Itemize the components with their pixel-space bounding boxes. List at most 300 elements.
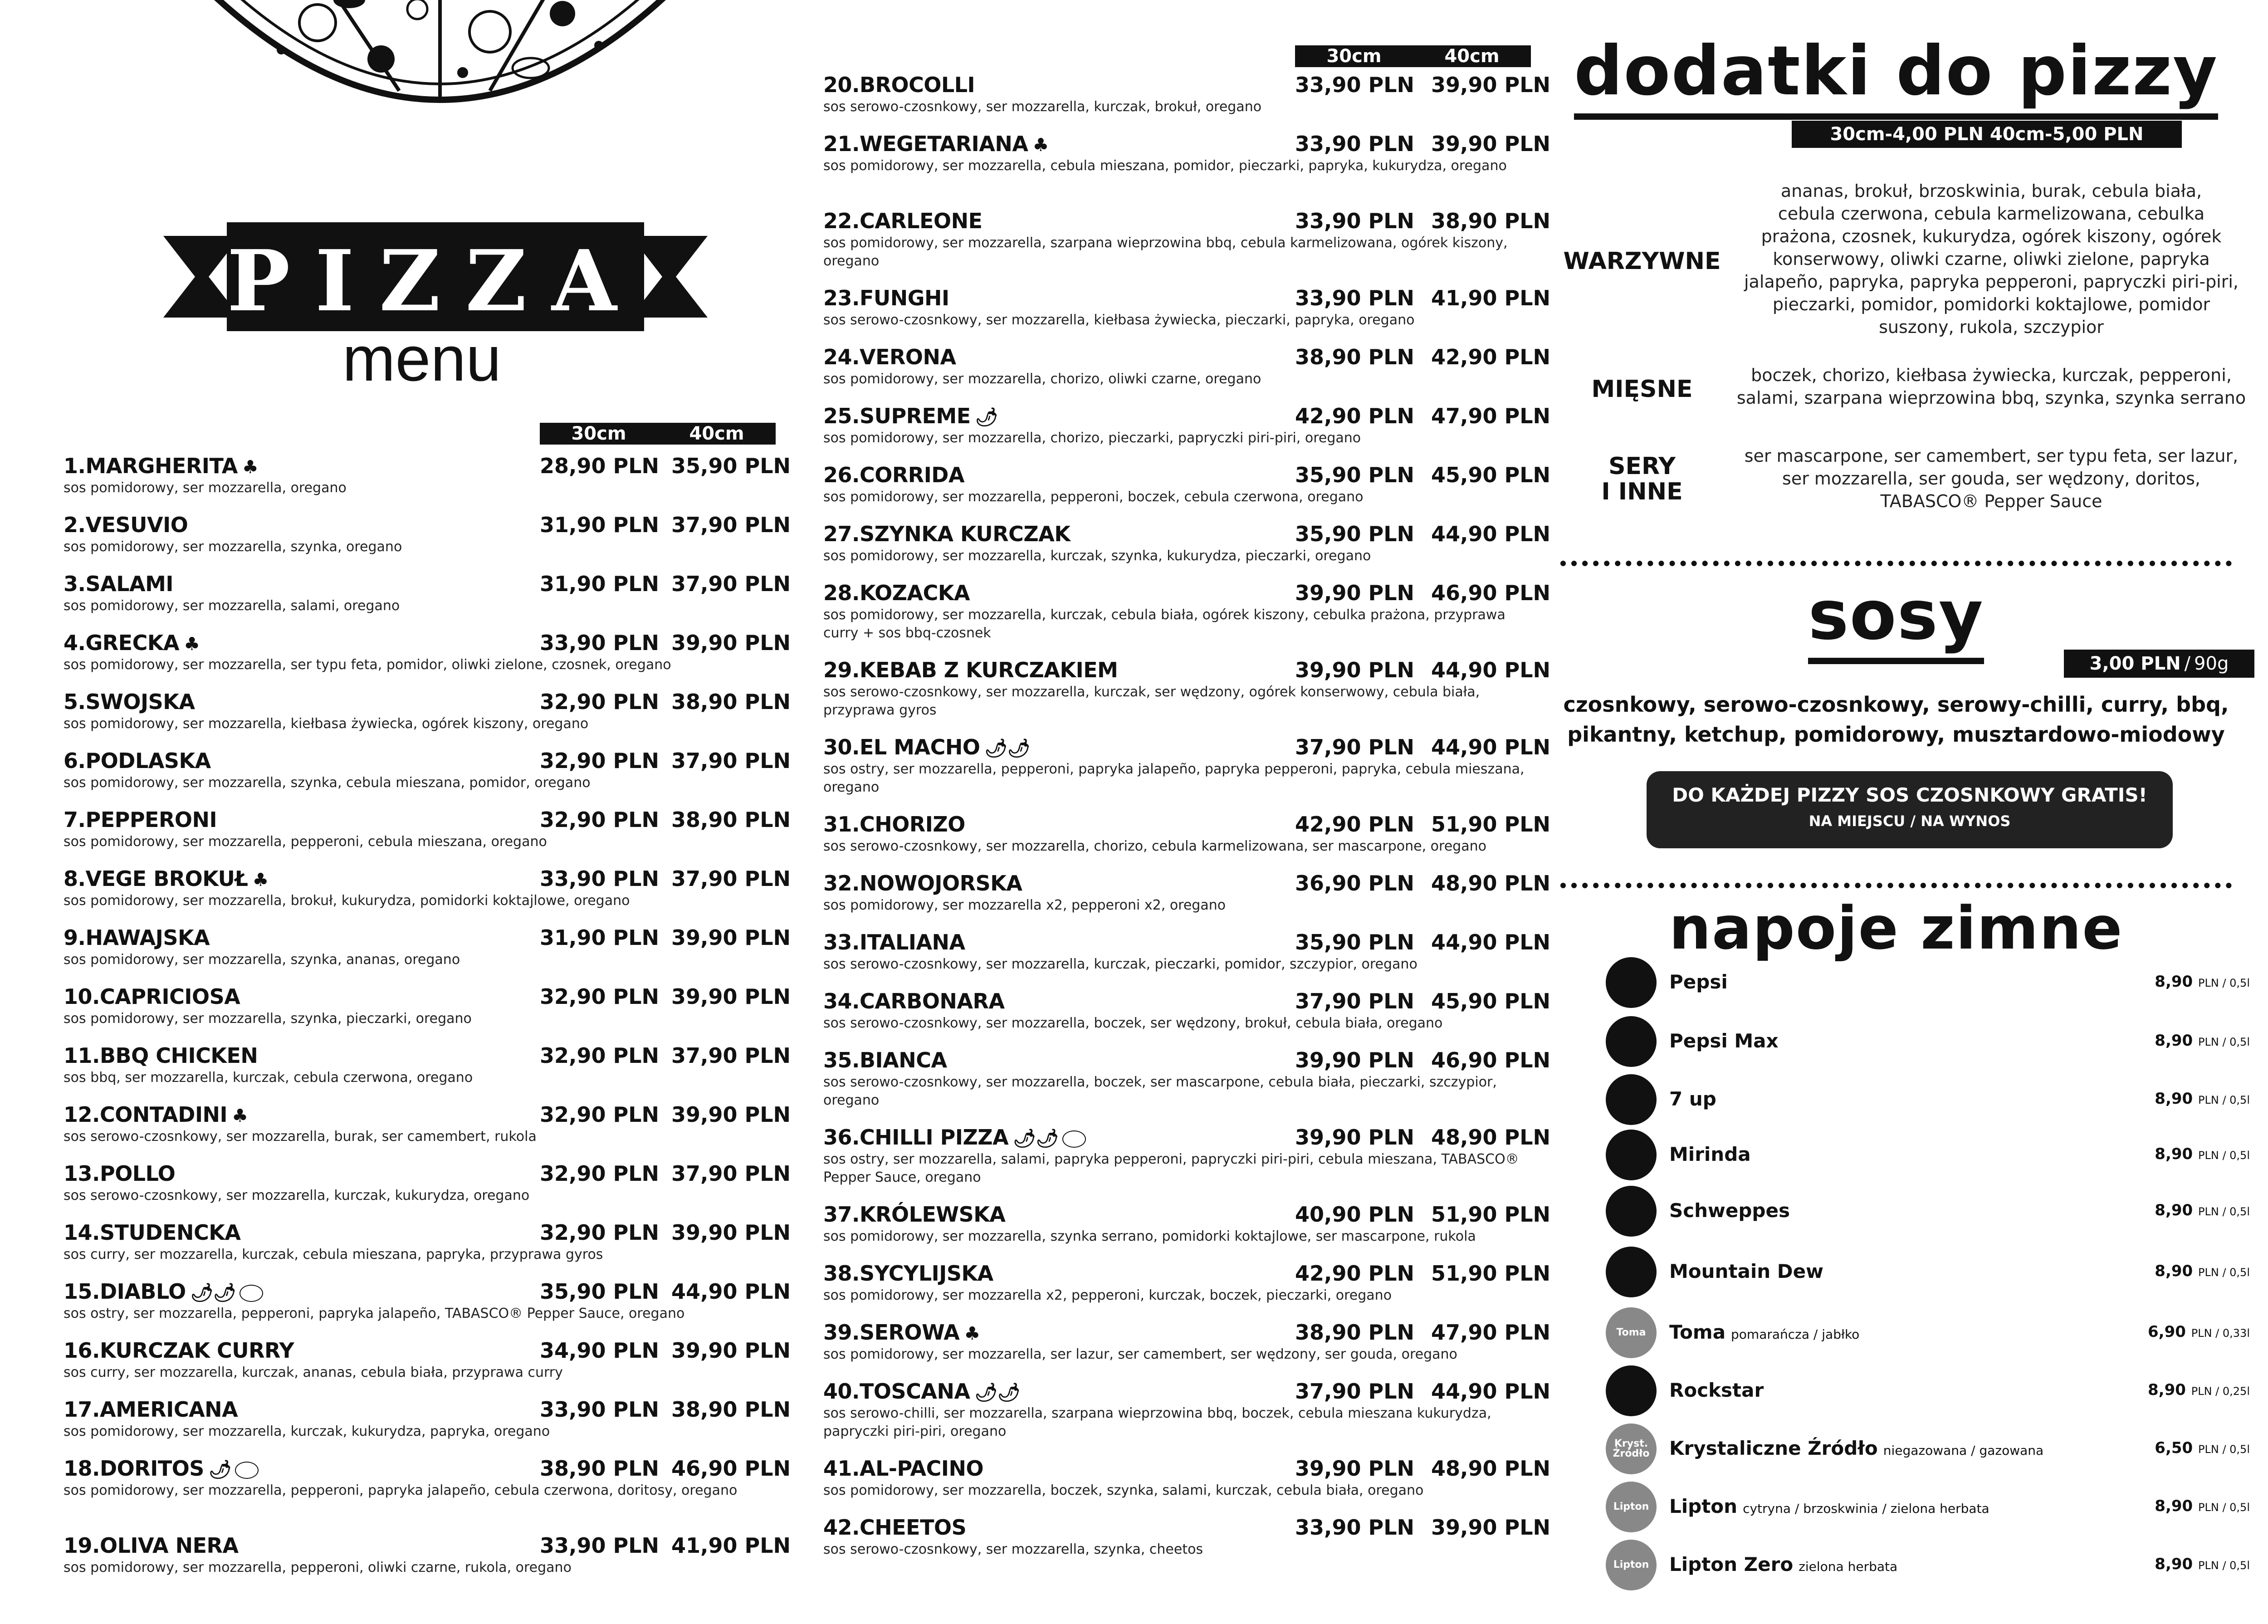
price-30cm: 38,90 PLN	[1295, 1320, 1415, 1345]
pizza-ingredients: sos pomidorowy, ser mozzarella, boczek, szynka, salami, kurczak, cebula biała, oregano	[823, 1482, 1424, 1498]
pizza-name: 6.PODLASKA	[64, 748, 211, 773]
pizza-name: 32.NOWOJORSKA	[823, 871, 1022, 895]
price-40cm: 38,90 PLN	[671, 1397, 791, 1422]
pizza-item	[823, 345, 1551, 388]
price-30cm: 40,90 PLN	[1295, 1202, 1415, 1227]
sauces-title: sosy	[1560, 576, 2232, 655]
price-40cm: 48,90 PLN	[1431, 871, 1551, 895]
broccoli-icon: ♣	[964, 1323, 980, 1344]
price-30cm: 42,90 PLN	[1295, 812, 1415, 836]
schweppes-logo-icon	[1606, 1186, 1657, 1237]
price-30cm: 39,90 PLN	[1295, 1456, 1415, 1481]
pizza-name: 19.OLIVA NERA	[64, 1533, 239, 1558]
lipton-logo-icon: Lipton	[1606, 1540, 1657, 1590]
pizza-name: 16.KURCZAK CURRY	[64, 1338, 294, 1363]
pizza-ingredients: sos ostry, ser mozzarella, pepperoni, papryka jalapeño, TABASCO® Pepper Sauce, oregano	[64, 1306, 685, 1321]
addon-category-meat: boczek, chorizo, kiełbasa żywiecka, kurczak, pepperoni, salami, szarpana wieprzowina bbq, szynka, szynka serrano	[1736, 365, 2246, 408]
pizza-name: 24.VERONA	[823, 345, 956, 369]
pizza-ingredients: sos pomidorowy, ser mozzarella, pepperoni, cebula mieszana, oregano	[64, 834, 547, 850]
drink-item	[1606, 1307, 2250, 1357]
addon-category-label: MIĘSNE	[1591, 376, 1693, 403]
price-30cm: 34,90 PLN	[540, 1338, 660, 1363]
drink-name: Krystaliczne Źródło niegazowana / gazowana	[1669, 1437, 2044, 1459]
drink-name: Lipton Zero zielona herbata	[1669, 1553, 1898, 1575]
pizza-ingredients: sos serowo-czosnkowy, ser mozzarella, kiełbasa żywiecka, pieczarki, papryka, oregano	[823, 312, 1415, 328]
drink-price: 8,90 PLN / 0,5l	[2155, 1262, 2250, 1280]
pizza-ingredients: sos curry, ser mozzarella, kurczak, cebula mieszana, papryka, przyprawa gyros	[64, 1247, 603, 1262]
pizza-item	[64, 513, 791, 556]
drink-item	[1606, 957, 2250, 1007]
pizza-ingredients: sos serowo-chilli, ser mozzarella, szarpana wieprzowina bbq, boczek, cebula mieszana kukurydza, papryczki piri-piri, oregano	[823, 1405, 1491, 1439]
pizza-name: 33.ITALIANA	[823, 930, 965, 954]
price-40cm: 47,90 PLN	[1431, 404, 1551, 428]
drink-item	[1606, 1540, 2250, 1590]
price-30cm: 39,90 PLN	[1295, 658, 1415, 682]
pizza-column-left	[64, 0, 791, 1624]
pizza-name: 2.VESUVIO	[64, 513, 188, 537]
drink-item	[1606, 1365, 2250, 1415]
pizza-name: 31.CHORIZO	[823, 812, 965, 836]
pizza-ingredients: sos pomidorowy, ser mozzarella, chorizo, oliwki czarne, oregano	[823, 371, 1261, 387]
drink-name: Mountain Dew	[1669, 1260, 1823, 1282]
pizza-item	[823, 132, 1551, 175]
pizza-item	[64, 1397, 791, 1441]
pizza-name: 12.CONTADINI ♣	[64, 1102, 248, 1127]
pizza-title: PIZZA	[227, 231, 642, 330]
section-divider	[1560, 883, 2232, 888]
free-sauce-note: DO KAŻDEJ PIZZY SOS CZOSNKOWY GRATIS! NA MIEJSCU / NA WYNOS	[1647, 771, 2173, 848]
price-40cm: 38,90 PLN	[671, 690, 791, 714]
pizza-name: 28.KOZACKA	[823, 581, 970, 605]
pizza-ingredients: sos pomidorowy, ser mozzarella, szynka, oregano	[64, 539, 402, 555]
pizza-item	[823, 1379, 1551, 1441]
price-40cm: 51,90 PLN	[1431, 1261, 1551, 1286]
pizza-item	[823, 286, 1551, 329]
section-divider	[1560, 561, 2232, 566]
pizza-name: 5.SWOJSKA	[64, 690, 195, 714]
price-30cm: 31,90 PLN	[540, 572, 660, 596]
pizza-illustration	[145, 0, 735, 118]
toma-logo-icon: Toma	[1606, 1307, 1657, 1358]
drink-variant: niegazowana / gazowana	[1883, 1443, 2044, 1458]
pizza-item	[64, 572, 791, 615]
chili-icon: 🌶	[208, 1459, 232, 1480]
pizza-item	[64, 866, 791, 910]
pizza-name: 9.HAWAJSKA	[64, 925, 210, 950]
drink-price: 8,90 PLN / 0,5l	[2155, 1555, 2250, 1573]
drink-name: Lipton cytryna / brzoskwinia / zielona herbata	[1669, 1495, 1989, 1517]
size-40-label: 40cm	[1444, 46, 1500, 67]
drink-name: Mirinda	[1669, 1143, 1751, 1165]
price-30cm: 32,90 PLN	[540, 1102, 660, 1127]
pizza-name: 42.CHEETOS	[823, 1515, 967, 1540]
price-30cm: 38,90 PLN	[540, 1456, 660, 1481]
pepsi-logo-icon	[1606, 1016, 1657, 1067]
price-40cm: 37,90 PLN	[671, 572, 791, 596]
price-40cm: 46,90 PLN	[1431, 1048, 1551, 1072]
pizza-name: 35.BIANCA	[823, 1048, 947, 1072]
pizza-ingredients: sos pomidorowy, ser mozzarella, brokuł, kukurydza, pomidorki koktajlowe, oregano	[64, 893, 630, 909]
price-30cm: 37,90 PLN	[1295, 989, 1415, 1013]
price-40cm: 44,90 PLN	[1431, 1379, 1551, 1404]
pizza-name: 8.VEGE BROKUŁ ♣	[64, 866, 269, 891]
price-40cm: 44,90 PLN	[1431, 930, 1551, 954]
size-header-left	[540, 423, 776, 445]
addons-price-bar: 30cm-4,00 PLN 40cm-5,00 PLN	[1792, 121, 2182, 148]
pizza-ingredients: sos serowo-czosnkowy, ser mozzarella, chorizo, cebula karmelizowana, ser mascarpone, oregano	[823, 838, 1486, 854]
pizza-name: 22.CARLEONE	[823, 209, 982, 233]
pizza-ingredients: sos ostry, ser mozzarella, salami, papryka pepperoni, papryczki piri-piri, cebula mieszana, TABASCO® Pepper Sauce, oregano	[823, 1151, 1519, 1185]
price-40cm: 38,90 PLN	[671, 807, 791, 832]
price-30cm: 33,90 PLN	[540, 1397, 660, 1422]
menu-subtitle: menu	[342, 323, 502, 394]
pizza-item	[64, 925, 791, 969]
size-header-right	[1295, 45, 1531, 67]
drink-price: 6,90 PLN / 0,33l	[2148, 1323, 2250, 1341]
addon-category-label: SERY I INNE	[1601, 453, 1683, 505]
pizza-ingredients: sos pomidorowy, ser mozzarella, ser typu feta, pomidor, oliwki zielone, czosnek, oregano	[64, 657, 671, 673]
tabasco-badge	[240, 1285, 263, 1302]
price-30cm: 33,90 PLN	[1295, 132, 1415, 156]
price-30cm: 39,90 PLN	[1295, 1125, 1415, 1150]
price-30cm: 28,90 PLN	[540, 454, 660, 478]
pizza-name: 18.DORITOS 🌶	[64, 1456, 780, 1481]
pizza-ingredients: sos pomidorowy, ser mozzarella x2, pepperoni, kurczak, boczek, pieczarki, oregano	[823, 1287, 1392, 1303]
drink-variant: zielona herbata	[1799, 1559, 1898, 1574]
price-40cm: 35,90 PLN	[671, 454, 791, 478]
sauces-list: czosnkowy, serowo-czosnkowy, serowy-chilli, curry, bbq, pikantny, ketchup, pomidorowy, musztardowo-miodowy	[1563, 692, 2229, 747]
kryst-r-d-o-logo-icon: Kryst. Źródło	[1606, 1423, 1657, 1474]
drink-name: Pepsi	[1669, 971, 1728, 993]
drink-price: 8,90 PLN / 0,5l	[2155, 1090, 2250, 1108]
price-40cm: 39,90 PLN	[1431, 132, 1551, 156]
price-40cm: 37,90 PLN	[671, 748, 791, 773]
pizza-ingredients: sos pomidorowy, ser mozzarella, kiełbasa żywiecka, ogórek kiszony, oregano	[64, 716, 589, 732]
price-40cm: 39,90 PLN	[671, 1102, 791, 1127]
pizza-item	[64, 1279, 791, 1323]
pizza-name: 38.SYCYLIJSKA	[823, 1261, 993, 1286]
drink-price: 6,50 PLN / 0,5l	[2155, 1439, 2250, 1457]
pizza-item	[823, 463, 1551, 506]
broccoli-icon: ♣	[1032, 135, 1049, 156]
pizza-name: 3.SALAMI	[64, 572, 174, 596]
price-30cm: 37,90 PLN	[1295, 735, 1415, 759]
pizza-ingredients: sos pomidorowy, ser mozzarella, szynka, pieczarki, oregano	[64, 1011, 472, 1027]
drink-name: Rockstar	[1669, 1379, 1764, 1401]
pizza-ingredients: sos pomidorowy, ser mozzarella, ser lazur, ser camembert, ser wędzony, ser gouda, oregano	[823, 1346, 1457, 1362]
drink-price: 8,90 PLN / 0,5l	[2155, 1032, 2250, 1050]
price-30cm: 42,90 PLN	[1295, 404, 1415, 428]
size-30-label: 30cm	[571, 423, 626, 444]
price-30cm: 39,90 PLN	[1295, 1048, 1415, 1072]
pizza-item	[64, 690, 791, 733]
drink-item	[1606, 1016, 2250, 1066]
pizza-ingredients: sos pomidorowy, ser mozzarella x2, pepperoni x2, oregano	[823, 897, 1226, 913]
pizza-item	[823, 1456, 1551, 1500]
pizza-name: 10.CAPRICIOSA	[64, 984, 240, 1009]
pizza-name: 23.FUNGHI	[823, 286, 949, 310]
price-40cm: 51,90 PLN	[1431, 812, 1551, 836]
price-40cm: 42,90 PLN	[1431, 345, 1551, 369]
price-40cm: 48,90 PLN	[1431, 1125, 1551, 1150]
pizza-ingredients: sos pomidorowy, ser mozzarella, kurczak, cebula biała, ogórek kiszony, cebulka prażona, przyprawa curry + sos bbq-czosnek	[823, 607, 1505, 641]
price-40cm: 37,90 PLN	[671, 513, 791, 537]
drink-item	[1606, 1130, 2250, 1179]
price-40cm: 41,90 PLN	[671, 1533, 791, 1558]
pizza-name: 20.BROCOLLI	[823, 73, 975, 97]
pizza-ingredients: sos pomidorowy, ser mozzarella, oregano	[64, 480, 347, 496]
double-chili-icon: 🌶🌶	[190, 1282, 236, 1303]
pizza-name: 1.MARGHERITA ♣	[64, 454, 259, 478]
pizza-ingredients: sos pomidorowy, ser mozzarella, szarpana wieprzowina bbq, cebula karmelizowana, ogórek kiszony, oregano	[823, 235, 1508, 269]
pizza-item	[823, 73, 1551, 116]
pizza-ingredients: sos pomidorowy, ser mozzarella, szynka serrano, pomidorki koktajlowe, ser mascarpone, rukola	[823, 1228, 1476, 1244]
pizza-item	[823, 404, 1551, 447]
price-30cm: 33,90 PLN	[540, 631, 660, 655]
pizza-item	[823, 1320, 1551, 1364]
pizza-item	[64, 1161, 791, 1205]
pepsi-logo-icon	[1606, 957, 1657, 1008]
price-40cm: 39,90 PLN	[671, 1220, 791, 1245]
price-30cm: 32,90 PLN	[540, 690, 660, 714]
pizza-item	[64, 1220, 791, 1264]
price-40cm: 44,90 PLN	[1431, 658, 1551, 682]
7up-logo-icon	[1606, 1074, 1657, 1125]
dew-logo-icon	[1606, 1247, 1657, 1297]
drink-price: 8,90 PLN / 0,5l	[2155, 973, 2250, 991]
pizza-ingredients: sos serowo-czosnkowy, ser mozzarella, burak, ser camembert, rukola	[64, 1129, 537, 1145]
price-40cm: 45,90 PLN	[1431, 989, 1551, 1013]
price-30cm: 39,90 PLN	[1295, 581, 1415, 605]
pizza-item	[64, 1456, 791, 1500]
pizza-ingredients: sos pomidorowy, ser mozzarella, pepperoni, boczek, cebula czerwona, oregano	[823, 489, 1364, 505]
drink-price: 8,90 PLN / 0,25l	[2148, 1381, 2250, 1399]
drink-item	[1606, 1186, 2250, 1236]
mirinda-logo-icon	[1606, 1130, 1657, 1180]
broccoli-icon: ♣	[232, 1105, 248, 1126]
price-40cm: 45,90 PLN	[1431, 463, 1551, 487]
pizza-name: 36.CHILLI PIZZA 🌶🌶	[823, 1125, 1535, 1150]
pizza-ingredients: sos serowo-czosnkowy, ser mozzarella, kurczak, pieczarki, pomidor, szczypior, oregano	[823, 956, 1418, 972]
addon-category-label: WARZYWNE	[1563, 248, 1721, 275]
addon-category-vegetables: ananas, brokuł, brzoskwinia, burak, cebula biała, cebula czerwona, cebula karmelizowana, cebulka prażona, czosnek, kukurydza, ogórek kiszony, ogórek konserwowy, oliwki czarne, oliwki zielone, papryka jalapeño, papryka, papryka pepperoni, papryczki piri-piri, pieczarki, pomidor, pomidorki koktajlowe, pomidor suszony, rukola, szczypior	[1744, 181, 2239, 337]
pizza-item	[64, 454, 791, 497]
price-30cm: 42,90 PLN	[1295, 1261, 1415, 1286]
drink-item	[1606, 1247, 2250, 1296]
pizza-item	[823, 1202, 1551, 1246]
pizza-name: 39.SEROWA ♣	[823, 1320, 980, 1345]
price-40cm: 44,90 PLN	[1431, 522, 1551, 546]
price-40cm: 39,90 PLN	[1431, 1515, 1551, 1540]
drink-item	[1606, 1423, 2250, 1473]
pizza-ingredients: sos ostry, ser mozzarella, pepperoni, papryka jalapeño, papryka pepperoni, papryka, cebula mieszana, oregano	[823, 761, 1525, 795]
drink-variant: pomarańcza / jabłko	[1731, 1327, 1860, 1342]
price-30cm: 35,90 PLN	[1295, 463, 1415, 487]
pizza-name: 26.CORRIDA	[823, 463, 965, 487]
pizza-ingredients: sos serowo-czosnkowy, ser mozzarella, boczek, ser mascarpone, cebula biała, pieczarki, szczypior, oregano	[823, 1074, 1497, 1108]
drink-price: 8,90 PLN / 0,5l	[2155, 1201, 2250, 1219]
price-30cm: 33,90 PLN	[540, 1533, 660, 1558]
pizza-name: 34.CARBONARA	[823, 989, 1005, 1013]
doritos-badge	[235, 1462, 259, 1479]
price-30cm: 35,90 PLN	[1295, 522, 1415, 546]
pizza-item	[823, 581, 1551, 642]
pizza-ingredients: sos serowo-czosnkowy, ser mozzarella, kurczak, brokuł, oregano	[823, 99, 1262, 115]
price-30cm: 32,90 PLN	[540, 748, 660, 773]
pizza-item	[64, 1533, 791, 1577]
pizza-item	[823, 1048, 1551, 1110]
price-40cm: 51,90 PLN	[1431, 1202, 1551, 1227]
pizza-name: 27.SZYNKA KURCZAK	[823, 522, 1070, 546]
addon-category-cheese: ser mascarpone, ser camembert, ser typu feta, ser lazur, ser mozzarella, ser gouda, ser wędzony, doritos, TABASCO® Pepper Sauce	[1744, 446, 2239, 511]
pizza-item	[64, 1338, 791, 1382]
pizza-ingredients: sos pomidorowy, ser mozzarella, salami, oregano	[64, 598, 400, 614]
size-40-label: 40cm	[689, 423, 744, 444]
pizza-name: 7.PEPPERONI	[64, 807, 217, 832]
pizza-item	[823, 1125, 1551, 1187]
price-40cm: 48,90 PLN	[1431, 1456, 1551, 1481]
price-40cm: 41,90 PLN	[1431, 286, 1551, 310]
price-30cm: 37,90 PLN	[1295, 1379, 1415, 1404]
pizza-name: 41.AL-PACINO	[823, 1456, 984, 1481]
broccoli-icon: ♣	[184, 634, 200, 655]
pizza-item	[823, 1515, 1551, 1559]
pizza-ingredients: sos serowo-czosnkowy, ser mozzarella, boczek, ser wędzony, brokuł, cebula biała, oregano	[823, 1015, 1443, 1031]
double-chili-icon: 🌶🌶	[974, 1382, 1021, 1403]
price-40cm: 38,90 PLN	[1431, 209, 1551, 233]
pizza-name: 17.AMERICANA	[64, 1397, 238, 1422]
pizza-item	[823, 209, 1551, 270]
double-chili-icon: 🌶🌶	[1013, 1128, 1059, 1149]
price-30cm: 31,90 PLN	[540, 925, 660, 950]
sauces-price: 3,00 PLN / 90g	[2064, 650, 2254, 678]
pizza-ingredients: sos pomidorowy, ser mozzarella, szynka, ananas, oregano	[64, 952, 460, 968]
lipton-logo-icon: Lipton	[1606, 1482, 1657, 1532]
price-30cm: 36,90 PLN	[1295, 871, 1415, 895]
pizza-ingredients: sos serowo-czosnkowy, ser mozzarella, kurczak, kukurydza, oregano	[64, 1188, 530, 1203]
size-30-label: 30cm	[1326, 46, 1382, 67]
pizza-ingredients: sos pomidorowy, ser mozzarella, szynka, cebula mieszana, pomidor, oregano	[64, 775, 591, 791]
price-40cm: 37,90 PLN	[671, 1161, 791, 1186]
addons-column	[1560, 0, 2250, 1624]
pizza-item	[823, 930, 1551, 973]
price-40cm: 46,90 PLN	[671, 1456, 791, 1481]
price-40cm: 44,90 PLN	[1431, 735, 1551, 759]
pizza-ingredients: sos pomidorowy, ser mozzarella, chorizo, pieczarki, papryczki piri-piri, oregano	[823, 430, 1361, 446]
price-30cm: 33,90 PLN	[1295, 286, 1415, 310]
pizza-column-right	[823, 0, 1551, 1624]
pizza-name: 37.KRÓLEWSKA	[823, 1202, 1006, 1227]
price-40cm: 39,90 PLN	[671, 1338, 791, 1363]
drink-name: Schweppes	[1669, 1199, 1790, 1222]
drink-price: 8,90 PLN / 0,5l	[2155, 1145, 2250, 1163]
price-40cm: 39,90 PLN	[1431, 73, 1551, 97]
pizza-ingredients: sos curry, ser mozzarella, kurczak, ananas, cebula biała, przyprawa curry	[64, 1365, 563, 1380]
price-30cm: 33,90 PLN	[1295, 209, 1415, 233]
price-30cm: 35,90 PLN	[1295, 930, 1415, 954]
pizza-ingredients: sos pomidorowy, ser mozzarella, pepperoni, oliwki czarne, rukola, oregano	[64, 1560, 572, 1575]
pizza-item	[823, 989, 1551, 1032]
pizza-item	[64, 807, 791, 851]
pizza-item	[823, 522, 1551, 565]
pizza-name: 25.SUPREME 🌶	[823, 404, 998, 428]
price-30cm: 32,90 PLN	[540, 1161, 660, 1186]
pizza-ingredients: sos bbq, ser mozzarella, kurczak, cebula czerwona, oregano	[64, 1070, 473, 1086]
pizza-item	[64, 631, 791, 674]
pizza-item	[64, 1102, 791, 1146]
drink-item	[1606, 1074, 2250, 1124]
pizza-name: 21.WEGETARIANA ♣	[823, 132, 1049, 156]
pizza-item	[64, 984, 791, 1028]
broccoli-icon: ♣	[242, 457, 259, 478]
addons-title: dodatki do pizzy	[1560, 32, 2232, 111]
chili-icon: 🌶	[975, 407, 998, 428]
pizza-item	[823, 812, 1551, 856]
pizza-name: 11.BBQ CHICKEN	[64, 1043, 258, 1068]
rockstar-logo-icon	[1606, 1365, 1657, 1416]
pizza-ingredients: sos pomidorowy, ser mozzarella, kurczak, szynka, kukurydza, pieczarki, oregano	[823, 548, 1371, 564]
price-30cm: 38,90 PLN	[1295, 345, 1415, 369]
pizza-ingredients: sos pomidorowy, ser mozzarella, kurczak, kukurydza, papryka, oregano	[64, 1423, 550, 1439]
pizza-ingredients: sos serowo-czosnkowy, ser mozzarella, kurczak, ser wędzony, ogórek konserwowy, cebula biała, przyprawa gyros	[823, 684, 1480, 718]
drink-price: 8,90 PLN / 0,5l	[2155, 1497, 2250, 1515]
drink-item	[1606, 1482, 2250, 1531]
price-40cm: 39,90 PLN	[671, 925, 791, 950]
price-30cm: 35,90 PLN	[540, 1279, 660, 1304]
pizza-name: 30.EL MACHO 🌶🌶	[823, 735, 1031, 759]
drink-variant: cytryna / brzoskwinia / zielona herbata	[1743, 1501, 1989, 1516]
pizza-name: 14.STUDENCKA	[64, 1220, 241, 1245]
pizza-item	[823, 735, 1551, 797]
price-40cm: 39,90 PLN	[671, 984, 791, 1009]
price-30cm: 33,90 PLN	[1295, 1515, 1415, 1540]
price-30cm: 33,90 PLN	[540, 866, 660, 891]
pizza-item	[823, 1261, 1551, 1305]
double-chili-icon: 🌶🌶	[984, 738, 1031, 759]
drink-name: 7 up	[1669, 1088, 1716, 1110]
pizza-ingredients: sos pomidorowy, ser mozzarella, cebula mieszana, pomidor, pieczarki, papryka, kukurydza, oregano	[823, 158, 1507, 174]
pizza-ingredients: sos pomidorowy, ser mozzarella, pepperoni, papryka jalapeño, cebula czerwona, doritosy, oregano	[64, 1482, 738, 1498]
price-30cm: 32,90 PLN	[540, 807, 660, 832]
price-40cm: 46,90 PLN	[1431, 581, 1551, 605]
pizza-item	[64, 1043, 791, 1087]
pizza-name: 4.GRECKA ♣	[64, 631, 200, 655]
pizza-name: 40.TOSCANA 🌶🌶	[823, 1379, 1021, 1404]
price-30cm: 33,90 PLN	[1295, 73, 1415, 97]
price-30cm: 32,90 PLN	[540, 1043, 660, 1068]
price-40cm: 47,90 PLN	[1431, 1320, 1551, 1345]
pizza-name: 29.KEBAB Z KURCZAKIEM	[823, 658, 1118, 682]
price-40cm: 44,90 PLN	[671, 1279, 791, 1304]
price-30cm: 32,90 PLN	[540, 984, 660, 1009]
tabasco-badge	[1062, 1130, 1086, 1148]
drink-name: Toma pomarańcza / jabłko	[1669, 1321, 1860, 1343]
price-40cm: 39,90 PLN	[671, 631, 791, 655]
drink-name: Pepsi Max	[1669, 1030, 1779, 1052]
pizza-item	[823, 658, 1551, 719]
price-30cm: 32,90 PLN	[540, 1220, 660, 1245]
broccoli-icon: ♣	[252, 870, 269, 890]
pizza-item	[64, 748, 791, 792]
price-40cm: 37,90 PLN	[671, 1043, 791, 1068]
pizza-item	[823, 871, 1551, 915]
price-30cm: 31,90 PLN	[540, 513, 660, 537]
pizza-name: 15.DIABLO 🌶🌶	[64, 1279, 780, 1304]
drinks-title: napoje zimne	[1669, 894, 2123, 963]
pizza-ingredients: sos serowo-czosnkowy, ser mozzarella, szynka, cheetos	[823, 1541, 1203, 1557]
pizza-name: 13.POLLO	[64, 1161, 176, 1186]
price-40cm: 37,90 PLN	[671, 866, 791, 891]
